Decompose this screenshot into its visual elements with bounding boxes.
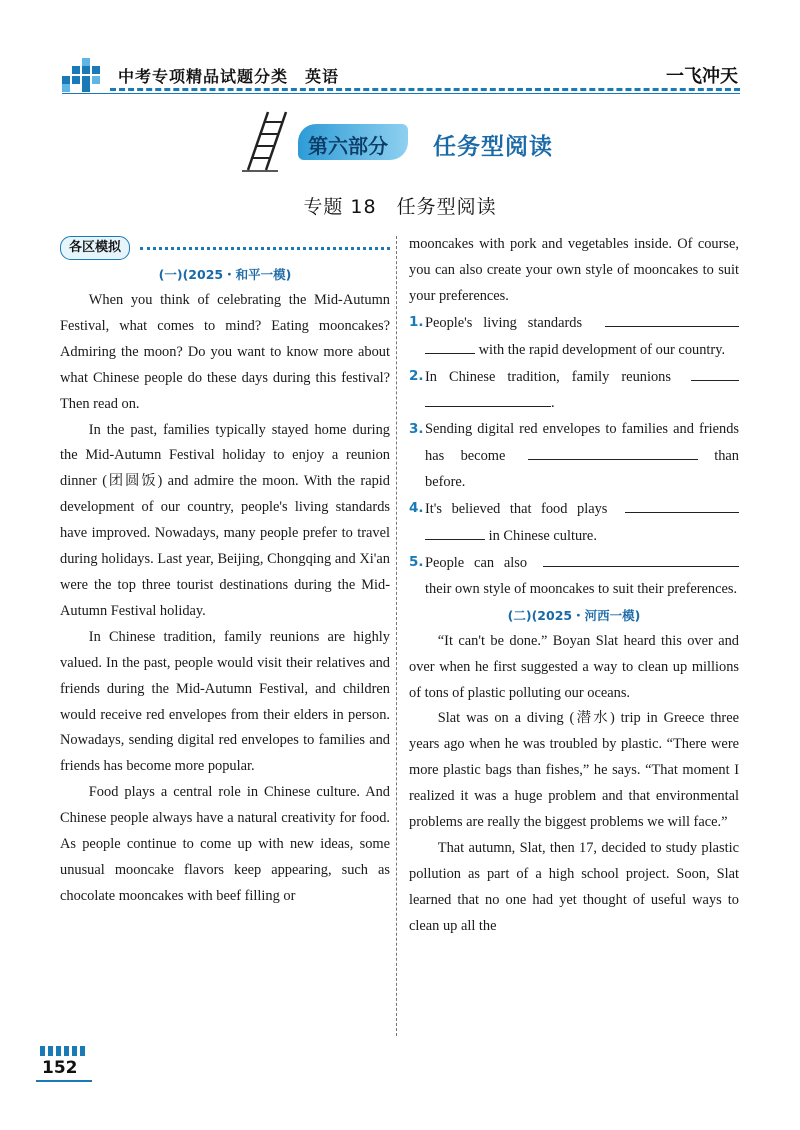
question-item: [409, 496, 739, 550]
question-number: 5.: [409, 553, 424, 570]
dotted-rule: [140, 247, 390, 250]
question-item: [409, 364, 739, 418]
section-heading: (二)(2025・河西一模): [507, 607, 641, 623]
answer-blank[interactable]: [425, 390, 551, 407]
question-text: People can also: [425, 554, 528, 571]
answer-blank[interactable]: [605, 310, 739, 327]
question-text: In Chinese tradition, family reunions: [425, 368, 671, 385]
page-header: [0, 0, 800, 100]
page-number-underline: [36, 1080, 92, 1082]
question-number: 1.: [409, 313, 424, 330]
passage-paragraph: Slat was on a diving (潜水) trip in Greece three years ago when he was troubled by plastic. “There were more plastic bags than fishes,” he says. “That moment I realized it was a huge problem and that environmental problems are really the biggest problems we will face.”: [409, 710, 739, 831]
question-text: Sending digital red envelopes to families and friends has become: [425, 421, 739, 465]
question-number: 4.: [409, 500, 424, 517]
ladder-icon: [238, 108, 298, 174]
question-number: 2.: [409, 367, 424, 384]
passage-paragraph: “It can't be done.” Boyan Slat heard this over and over when he first suggested a way to clean up millions of tons of plastic polluting our oceans.: [409, 632, 739, 701]
question-item: [409, 310, 739, 364]
region-header: [60, 232, 390, 262]
header-divider-thin: [62, 93, 740, 94]
column-divider: [396, 236, 397, 1036]
passage-paragraph: Food plays a central role in Chinese culture. And Chinese people always have a natural creativity for food. As people continue to come up with new ideas, some unusual mooncake flavors keep appearing, such as chocolate mooncakes with beef filling or: [60, 784, 390, 904]
answer-blank[interactable]: [425, 523, 485, 540]
right-column: [409, 232, 739, 940]
header-divider: [110, 88, 740, 91]
page-number-badge: [36, 1044, 92, 1084]
passage-paragraph: In the past, families typically stayed home during the Mid-Autumn Festival holiday to enjoy a reunion dinner (团圆饭) and admire the moon. With the rapid development of our country, people's living standards have improved. Nowadays, many people prefer to travel during holidays. Last year, Beijing, Chongqing and Xi'an were the top three tourist destinations during the Mid-Autumn Festival holiday.: [60, 421, 390, 619]
question-item: [409, 550, 739, 603]
question-text: People's living standards: [425, 314, 583, 331]
question-text: in Chinese culture.: [488, 527, 597, 544]
topic-title: 专题 18 任务型阅读: [303, 196, 497, 218]
logo-blocks-icon: [62, 58, 106, 92]
stripes-icon: [40, 1046, 88, 1056]
page-number: 152: [42, 1058, 78, 1078]
book-title: 中考专项精品试题分类 英语: [118, 67, 340, 86]
question-item: [409, 417, 739, 496]
region-tag: 各区模拟: [60, 236, 130, 260]
question-text: It's believed that food plays: [425, 501, 608, 518]
part-title: 任务型阅读: [433, 134, 553, 160]
answer-blank[interactable]: [625, 496, 739, 513]
question-text: .: [551, 395, 555, 412]
answer-blank[interactable]: [543, 550, 739, 567]
question-number: 3.: [409, 421, 424, 438]
answer-blank[interactable]: [425, 337, 475, 354]
question-text: than before.: [425, 448, 739, 491]
passage-paragraph: When you think of celebrating the Mid-Autumn Festival, what comes to mind? Eating mooncakes? Admiring the moon? Do you want to know more about what Chinese people do these days during this festival? Then read on.: [60, 292, 390, 412]
left-column: [60, 232, 390, 910]
passage-paragraph: mooncakes with pork and vegetables inside. Of course, you can also create your own style of mooncakes to suit your preferences.: [409, 236, 739, 304]
brand-name: 一飞冲天: [666, 66, 738, 87]
question-text: their own style of mooncakes to suit their preferences.: [425, 580, 738, 597]
answer-blank[interactable]: [528, 443, 698, 460]
passage-paragraph: In Chinese tradition, family reunions are highly valued. In the past, people would visit their relatives and friends during the Mid-Autumn Festival, and children would receive red envelopes from their elders in person. Nowadays, sending digital red envelopes to families and friends has become more popular.: [60, 628, 390, 775]
part-banner: [238, 108, 578, 178]
passage-paragraph: That autumn, Slat, then 17, decided to study plastic pollution as part of a high school project. Soon, Slat learned that no one had yet thought of useful ways to clean up all the: [409, 839, 739, 934]
answer-blank[interactable]: [691, 364, 739, 381]
part-label: 第六部分: [308, 134, 388, 158]
question-text: with the rapid development of our country.: [478, 341, 726, 358]
section-heading: (一)(2025・和平一模): [158, 267, 292, 282]
